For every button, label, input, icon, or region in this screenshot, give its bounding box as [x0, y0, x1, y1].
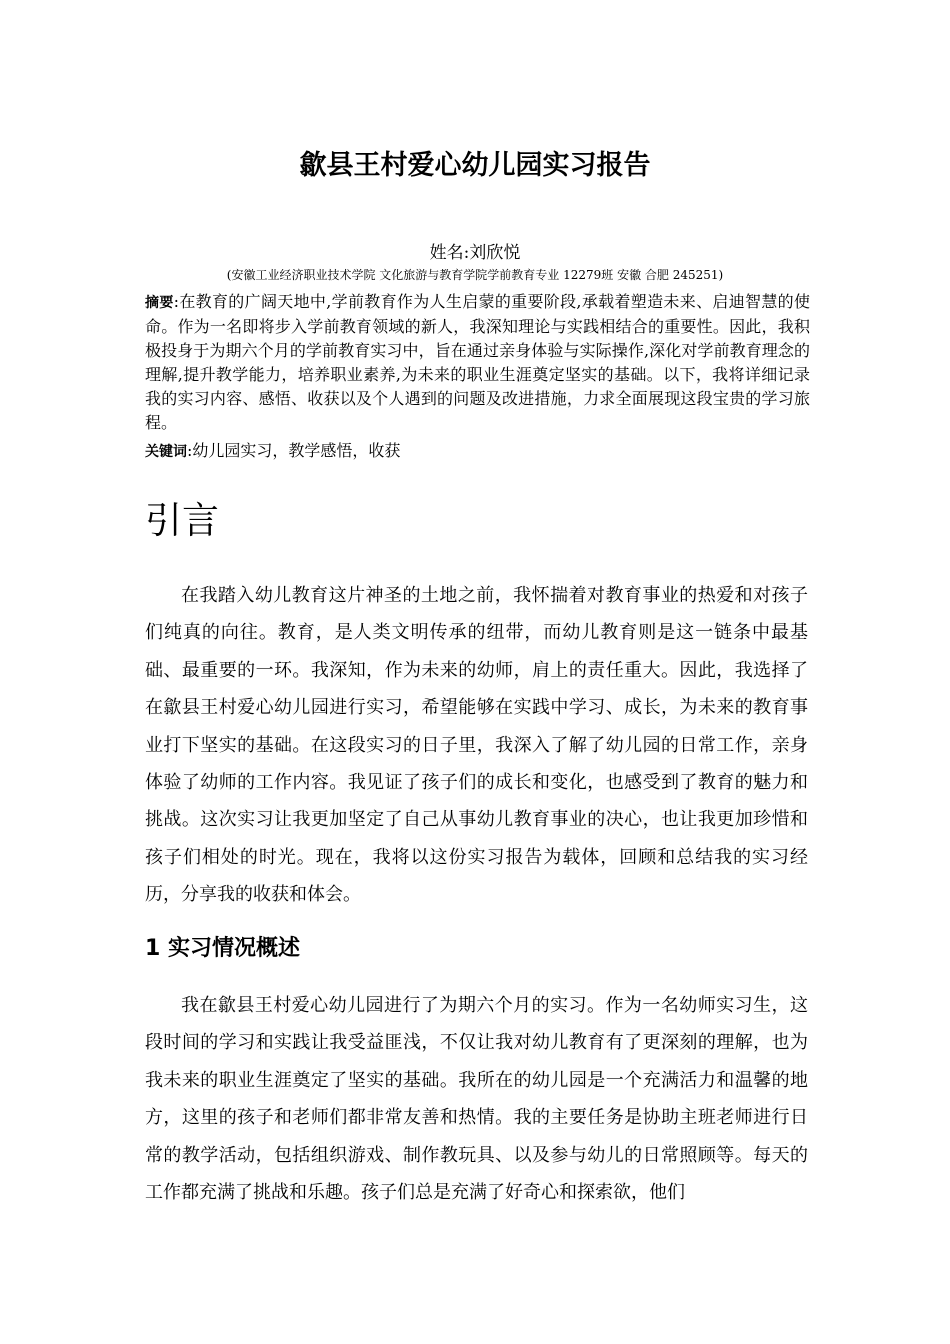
author-name: 姓名:刘欣悦 [429, 243, 521, 263]
intro-paragraph: 在我踏入幼儿教育这片神圣的土地之前，我怀揣着对教育事业的热爱和对孩子们纯真的向往。教育，是人类文明传承的纽带，而幼儿教育则是这一链条中最基础、最重要的一环。我深知，作为未来的幼师，肩上的责任重大。因此，我选择了在歙县王村爱心幼儿园进行实习，希望能够在实践中学习、成长，为未来的教育事业打下坚实的基础。在这段实习的日子里，我深入了解了幼儿园的日常工作，亲身体验了幼师的工作内容。我见证了孩子们的成长和变化，也感受到了教育的魅力和挑战。这次实习让我更加坚定了自己从事幼儿教育事业的决心，也让我更加珍惜和孩子们相处的时光。现在，我将以这份实习报告为载体，回顾和总结我的实习经历，分享我的收获和体会。 [145, 585, 808, 906]
keywords-label: 关键词 [145, 444, 187, 460]
section-1-heading: 1 实习情况概述 [145, 936, 300, 961]
abstract-label: 摘要 [145, 295, 174, 311]
intro-heading: 引言 [145, 499, 219, 542]
author-affiliation: (安徽工业经济职业技术学院 文化旅游与教育学院学前教育专业 12279班 安徽 合肥 245251) [226, 268, 724, 282]
abstract-text: :在教育的广阔天地中,学前教育作为人生启蒙的重要阶段,承载着塑造未来、启迪智慧的使命。作为一名即将步入学前教育领域的新人，我深知理论与实践相结合的重要性。因此，我积极投身于为期六个月的学前教育实习中，旨在通过亲身体验与实际操作,深化对学前教育理念的理解,提升教学能力，培养职业素养,为未来的职业生涯奠定坚实的基础。以下，我将详细记录我的实习内容、感悟、收获以及个人遇到的问题及改进措施，力求全面展现这段宝贵的学习旅程。 [145, 292, 810, 432]
keywords [145, 439, 810, 464]
document-title: 歙县王村爱心幼儿园实习报告 [299, 150, 651, 181]
section-1-paragraph: 我在歙县王村爱心幼儿园进行了为期六个月的实习。作为一名幼师实习生，这段时间的学习和实践让我受益匪浅，不仅让我对幼儿教育有了更深刻的理解，也为我未来的职业生涯奠定了坚实的基础。我所在的幼儿园是一个充满活力和温馨的地方，这里的孩子和老师们都非常友善和热情。我的主要任务是协助主班老师进行日常的教学活动，包括组织游戏、制作教玩具、以及参与幼儿的日常照顾等。每天的工作都充满了挑战和乐趣。孩子们总是充满了好奇心和探索欲，他们 [145, 995, 808, 1204]
keywords-text: :幼儿园实习，教学感悟，收获 [187, 441, 401, 460]
abstract [145, 290, 810, 435]
